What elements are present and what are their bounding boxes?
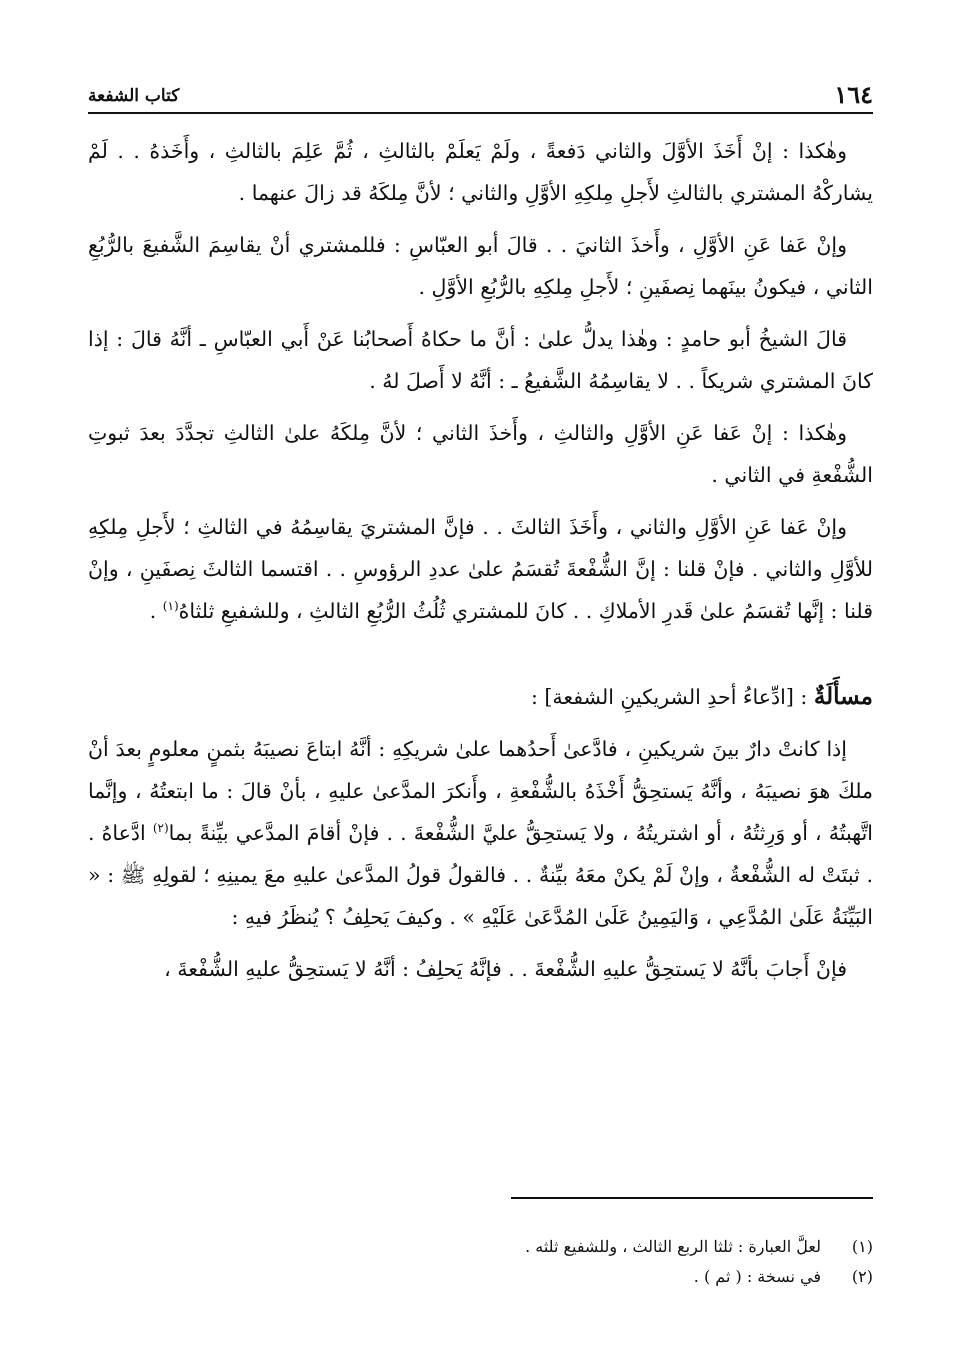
paragraph-5-end: .	[149, 599, 163, 623]
paragraph-3: قالَ الشيخُ أبو حامدٍ : وهٰذا يدلُّ علىٰ : أنَّ ما حكاهُ أَصحابُنا عَنْ أَبي العبّاسِ ـ أنَّهُ قالَ : إذا كانَ المشتري شريكاً . . لا يقاسِمُهُ الشَّفيعُ ـ : أنَّهُ لا أَصلَ لهُ .	[88, 327, 873, 393]
footnote-1-number: (١)	[851, 1237, 873, 1256]
masala-title: : [ادِّعاءُ أحدِ الشريكينِ الشفعة] :	[530, 685, 814, 709]
footnotes	[88, 1232, 873, 1292]
running-title: كتاب الشفعة	[88, 86, 180, 106]
footnote-1	[88, 1232, 873, 1262]
paragraph-5-text: وإنْ عَفا عَنِ الأوَّلِ والثاني ، وأَخَذَ الثالثَ . . فإنَّ المشتريَ يقاسِمُهُ في الثالثِ ؛ لأَجلِ مِلكِهِ للأوَّلِ والثاني . فإنْ قلنا : إنَّ الشُّفْعةَ تُقسَمُ علىٰ عددِ الرؤوسِ . . اقتسما الثالثَ نِصفَينِ ، وإنْ قلنا : إنَّها تُقسَمُ علىٰ قَدرِ الأملاكِ . . كانَ للمشتري ثُلُثُ الرُّبُعِ الثالثِ ، وللشفيعِ ثلثاهُ	[88, 515, 873, 623]
main-text	[88, 130, 873, 990]
footnote-ref-2: (٢)	[152, 821, 169, 836]
paragraph-1: وهٰكذا : إنْ أَخَذَ الأوَّلَ والثاني دَفعةً ، ولَمْ يَعلَمْ بالثالثِ ، ثُمَّ عَلِمَ بالثالثِ ، وأَخَذهُ . . لَمْ يشاركْهُ المشتري بالثالثِ لأَجلِ مِلكِهِ الأوَّلِ والثاني ؛ لأنَّ مِلكَهُ قد زالَ عنهما .	[88, 139, 873, 205]
footnote-2-number: (٢)	[851, 1267, 873, 1286]
masala-word: مسأَلَةٌ	[813, 683, 873, 710]
page-number: ١٦٤	[834, 80, 873, 109]
footnote-separator	[511, 1197, 873, 1199]
masala-heading	[88, 676, 873, 718]
masala-paragraph	[88, 728, 873, 938]
page-header	[88, 78, 873, 114]
footnote-1-text: لعلَّ العبارة : ثلثا الربع الثالث ، وللشفيع ثلثه .	[525, 1237, 821, 1256]
masala-paragraph-b: ادَّعاهُ . . ثبتَتْ له الشُّفْعةُ ، وإنْ لَمْ يكنْ معَهُ بيِّنةٌ . . فالقولُ قولُ المدَّعىٰ عليهِ معَ يمينِهِ ؛ لقولِهِ ﷺ : « البَيِّنَةُ عَلَىٰ المُدَّعِي ، وَاليَمِينُ عَلَىٰ المُدَّعَىٰ عَلَيْهِ » . وكيفَ يَحلِفُ ؟ يُنظَرُ فيهِ :	[88, 821, 873, 929]
footnote-2	[88, 1262, 873, 1292]
paragraph-5	[88, 506, 873, 632]
footnote-ref-1: (١)	[162, 599, 179, 614]
last-paragraph: فإنْ أَجابَ بأنَّهُ لا يَستحِقُّ عليهِ الشُّفْعةَ . . فإنَّهُ يَحلِفُ : أنَّهُ لا يَستحِقُّ عليهِ الشُّفْعةَ ،	[164, 957, 847, 981]
paragraph-2: وإنْ عَفا عَنِ الأوَّلِ ، وأَخذَ الثانيَ . . قالَ أبو العبّاسِ : فللمشتري أنْ يقاسِمَ الشَّفيعَ بالرُّبُعِ الثاني ، فيكونُ بينَهما نِصفَينِ ؛ لأَجلِ مِلكِهِ بالرُّبُعِ الأوَّلِ .	[88, 233, 873, 299]
masala-paragraph-a: إذا كانتْ دارٌ بينَ شريكينِ ، فادَّعىٰ أَحدُهما علىٰ شريكِهِ : أنَّهُ ابتاعَ نصيبَهُ بثمنٍ معلومٍ بعدَ أنْ ملكَ هوَ نصيبَهُ ، وأنَّهُ يَستحِقُّ أَخْذَهُ بالشُّفْعةِ ، وأَنكرَ المدَّعىٰ عليهِ ، بأنْ قالَ : ما ابتعتُهُ ، وإنَّما اتَّهبتُهُ ، أو وَرِثتُهُ ، أو اشتريتُهُ ، ولا يَستحِقُّ عليَّ الشُّفْعةَ . . فإنْ أقامَ المدَّعي بيِّنةً بما	[88, 737, 874, 845]
paragraph-4: وهٰكذا : إنْ عَفا عَنِ الأوَّلِ والثالثِ ، وأَخذَ الثاني ؛ لأنَّ مِلكَهُ علىٰ الثالثِ تجدَّدَ بعدَ ثبوتِ الشُّفْعةِ في الثاني .	[88, 421, 873, 487]
footnote-2-text: في نسخة : ( ثم ) .	[693, 1267, 821, 1286]
